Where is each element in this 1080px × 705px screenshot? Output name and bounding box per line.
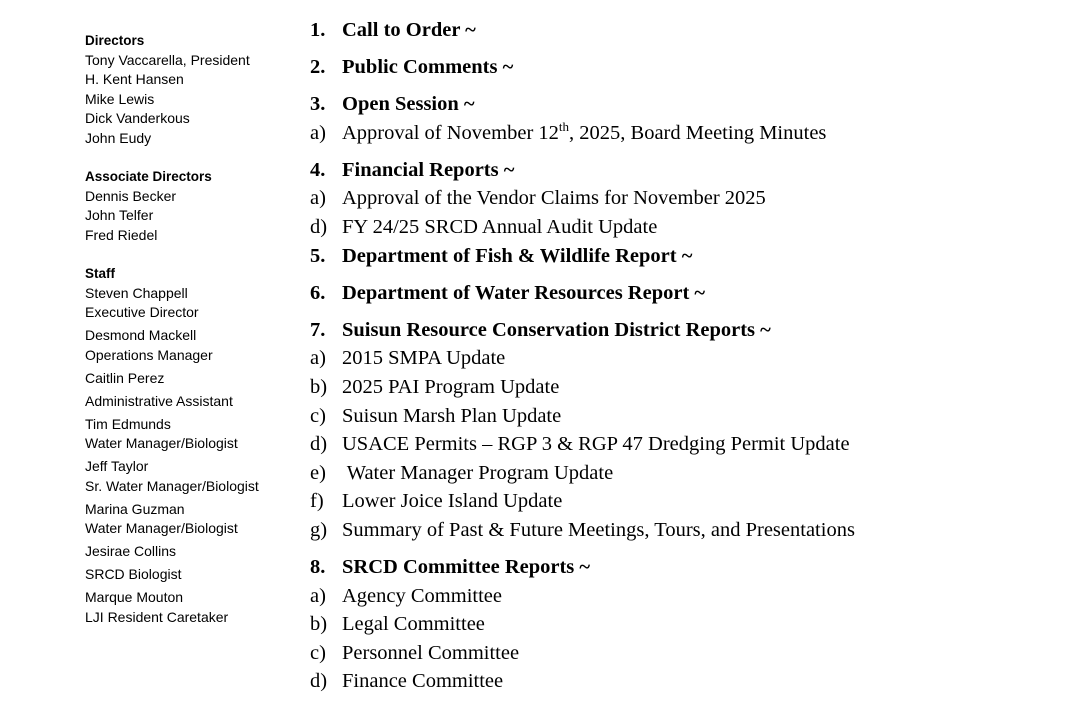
director-name: Dick Vanderkous	[85, 110, 190, 126]
agenda-item	[310, 639, 1070, 668]
agenda-item	[310, 213, 1070, 242]
agenda-item	[310, 344, 1070, 373]
staff-name: Tim Edmunds	[85, 415, 171, 432]
associate-directors-list	[85, 187, 295, 246]
staff-role: Executive Director	[85, 304, 199, 320]
agenda-item-text-main: Suisun Marsh Plan Update	[342, 404, 562, 427]
agenda-section-label: Public Comments ~	[342, 56, 514, 79]
staff-person	[85, 500, 295, 539]
staff-heading: Staff	[85, 266, 115, 281]
staff-name: Steven Chappell	[85, 284, 188, 301]
staff-person	[85, 392, 295, 412]
agenda-section-title	[310, 279, 1070, 308]
agenda-item-text	[342, 610, 485, 639]
agenda-item-text	[342, 639, 519, 668]
agenda-section-title	[310, 156, 1070, 185]
director-name: John Eudy	[85, 129, 152, 146]
agenda-item-letter: c)	[310, 641, 326, 664]
agenda-section	[310, 16, 1070, 45]
agenda-section-label: Department of Water Resources Report ~	[342, 281, 706, 304]
staff-person	[85, 326, 295, 365]
agenda-section-title	[310, 90, 1070, 119]
agenda-section-number: 5.	[310, 244, 326, 267]
agenda-item-letter: d)	[310, 433, 328, 456]
agenda-item-superscript: th	[558, 118, 570, 134]
agenda-item-letter: a)	[310, 347, 326, 370]
staff-person	[85, 565, 295, 585]
agenda-item	[310, 667, 1070, 696]
agenda-item-text-main: Approval of the Vendor Claims for November 2025	[342, 187, 766, 210]
agenda-item-text-main: Approval of November 12	[342, 121, 559, 144]
agenda-section-title	[310, 242, 1070, 271]
agenda-item	[310, 582, 1070, 611]
staff-role: Sr. Water Manager/Biologist	[85, 477, 259, 494]
agenda-section-title	[310, 16, 1070, 45]
staff-name: Marque Mouton	[85, 589, 184, 605]
agenda-item-text	[342, 667, 503, 696]
agenda-section-label: Suisun Resource Conservation District Reports ~	[342, 318, 771, 341]
staff-name: Jeff Taylor	[85, 458, 149, 474]
agenda-section-number: 4.	[310, 158, 326, 181]
staff-person	[85, 542, 295, 562]
staff-name: Jesirae Collins	[85, 543, 177, 559]
agenda-item-letter: e)	[310, 461, 326, 484]
agenda-item-letter: a)	[310, 121, 326, 144]
agenda-item-text	[342, 373, 559, 402]
agenda-item-text	[342, 213, 657, 242]
agenda-item	[310, 373, 1070, 402]
associate-directors-group	[85, 167, 295, 245]
agenda-item-text	[342, 344, 505, 373]
agenda-section-number: 8.	[310, 556, 326, 579]
agenda-section	[310, 90, 1070, 147]
agenda-item	[310, 610, 1070, 639]
agenda-item	[310, 516, 1070, 545]
staff-person	[85, 284, 295, 323]
agenda-item	[310, 459, 1070, 488]
agenda-item-text-rest: , 2025, Board Meeting Minutes	[569, 121, 827, 144]
agenda-item-letter: b)	[310, 613, 328, 636]
agenda-item-text-main: 2025 PAI Program Update	[342, 376, 560, 399]
staff-role: Operations Manager	[85, 346, 213, 363]
agenda-section-title	[310, 316, 1070, 345]
agenda-list	[310, 16, 1070, 705]
agenda-item-text-main: Lower Joice Island Update	[342, 490, 563, 513]
agenda-item	[310, 430, 1070, 459]
agenda-section-label: Department of Fish & Wildlife Report ~	[342, 244, 693, 267]
agenda-section-number: 2.	[310, 56, 326, 79]
associate-director-name: John Telfer	[85, 207, 154, 223]
agenda-item-text-main: USACE Permits – RGP 3 & RGP 47 Dredging Permit Update	[342, 433, 850, 456]
staff-person	[85, 369, 295, 389]
staff-role: Water Manager/Biologist	[85, 435, 238, 451]
agenda-section-number: 1.	[310, 19, 326, 41]
agenda-item-text-main: 2015 SMPA Update	[342, 347, 506, 370]
director-name: H. Kent Hansen	[85, 71, 184, 87]
staff-name: Caitlin Perez	[85, 369, 165, 386]
staff-person	[85, 415, 295, 454]
agenda-item-text-main: Summary of Past & Future Meetings, Tours, and Presentations	[342, 519, 855, 541]
agenda-item-letter: d)	[310, 216, 328, 239]
agenda-section	[310, 53, 1070, 82]
staff-role: LJI Resident Caretaker	[85, 608, 229, 625]
staff-list	[85, 284, 295, 628]
agenda-item-letter: a)	[310, 187, 326, 210]
agenda-item-text	[342, 516, 855, 545]
agenda-item-text-main: Finance Committee	[342, 670, 504, 693]
staff-name: Administrative Assistant	[85, 392, 233, 409]
agenda-section-label: Call to Order ~	[342, 19, 476, 41]
agenda-item-text	[342, 582, 502, 611]
agenda-section-number: 3.	[310, 93, 326, 116]
agenda-item	[310, 487, 1070, 516]
agenda-item-text-main: Water Manager Program Update	[342, 461, 614, 484]
agenda-item-text-main: Agency Committee	[342, 584, 502, 607]
agenda-section-label: SRCD Committee Reports ~	[342, 556, 591, 579]
agenda-item-text	[342, 402, 561, 431]
agenda-item-text	[342, 430, 850, 459]
directors-heading: Directors	[85, 33, 145, 48]
agenda-item-letter: f)	[310, 490, 324, 513]
staff-name: Desmond Mackell	[85, 327, 197, 343]
agenda-item-text	[342, 487, 562, 516]
agenda-item-text-main: Legal Committee	[342, 613, 485, 636]
staff-group	[85, 264, 295, 627]
associate-director-name: Dennis Becker	[85, 187, 177, 204]
associate-director-name: Fred Riedel	[85, 226, 158, 243]
agenda-item-text	[342, 184, 766, 213]
staff-person	[85, 588, 295, 627]
agenda-section-label: Financial Reports ~	[342, 158, 515, 181]
agenda-item-letter: d)	[310, 670, 328, 693]
director-name: Tony Vaccarella, President	[85, 51, 250, 68]
agenda-item-text	[342, 459, 613, 488]
director-name: Mike Lewis	[85, 90, 155, 107]
directors-group	[85, 31, 295, 148]
staff-role: Water Manager/Biologist	[85, 520, 238, 536]
staff-name: SRCD Biologist	[85, 566, 182, 582]
associate-directors-heading: Associate Directors	[85, 169, 212, 184]
agenda-item-text	[342, 119, 826, 148]
agenda-item-letter: g)	[310, 519, 328, 541]
staff-person	[85, 457, 295, 496]
agenda-section	[310, 156, 1070, 242]
agenda-section-label: Open Session ~	[342, 93, 475, 116]
agenda-item-letter: c)	[310, 404, 326, 427]
agenda-item-text-main: FY 24/25 SRCD Annual Audit Update	[342, 216, 658, 239]
agenda-section-number: 7.	[310, 318, 326, 341]
agenda-section	[310, 242, 1070, 271]
agenda-item	[310, 402, 1070, 431]
agenda-section-title	[310, 53, 1070, 82]
agenda-item-text-main: Personnel Committee	[342, 641, 520, 664]
agenda-section	[310, 316, 1070, 545]
agenda-item	[310, 184, 1070, 213]
sidebar-roster	[85, 31, 295, 646]
staff-name: Marina Guzman	[85, 500, 185, 517]
agenda-item-letter: a)	[310, 584, 326, 607]
agenda-section-title	[310, 553, 1070, 582]
agenda-section	[310, 279, 1070, 308]
directors-list	[85, 51, 295, 149]
agenda-item-letter: b)	[310, 376, 328, 399]
agenda-section-number: 6.	[310, 281, 326, 304]
agenda-item	[310, 119, 1070, 148]
